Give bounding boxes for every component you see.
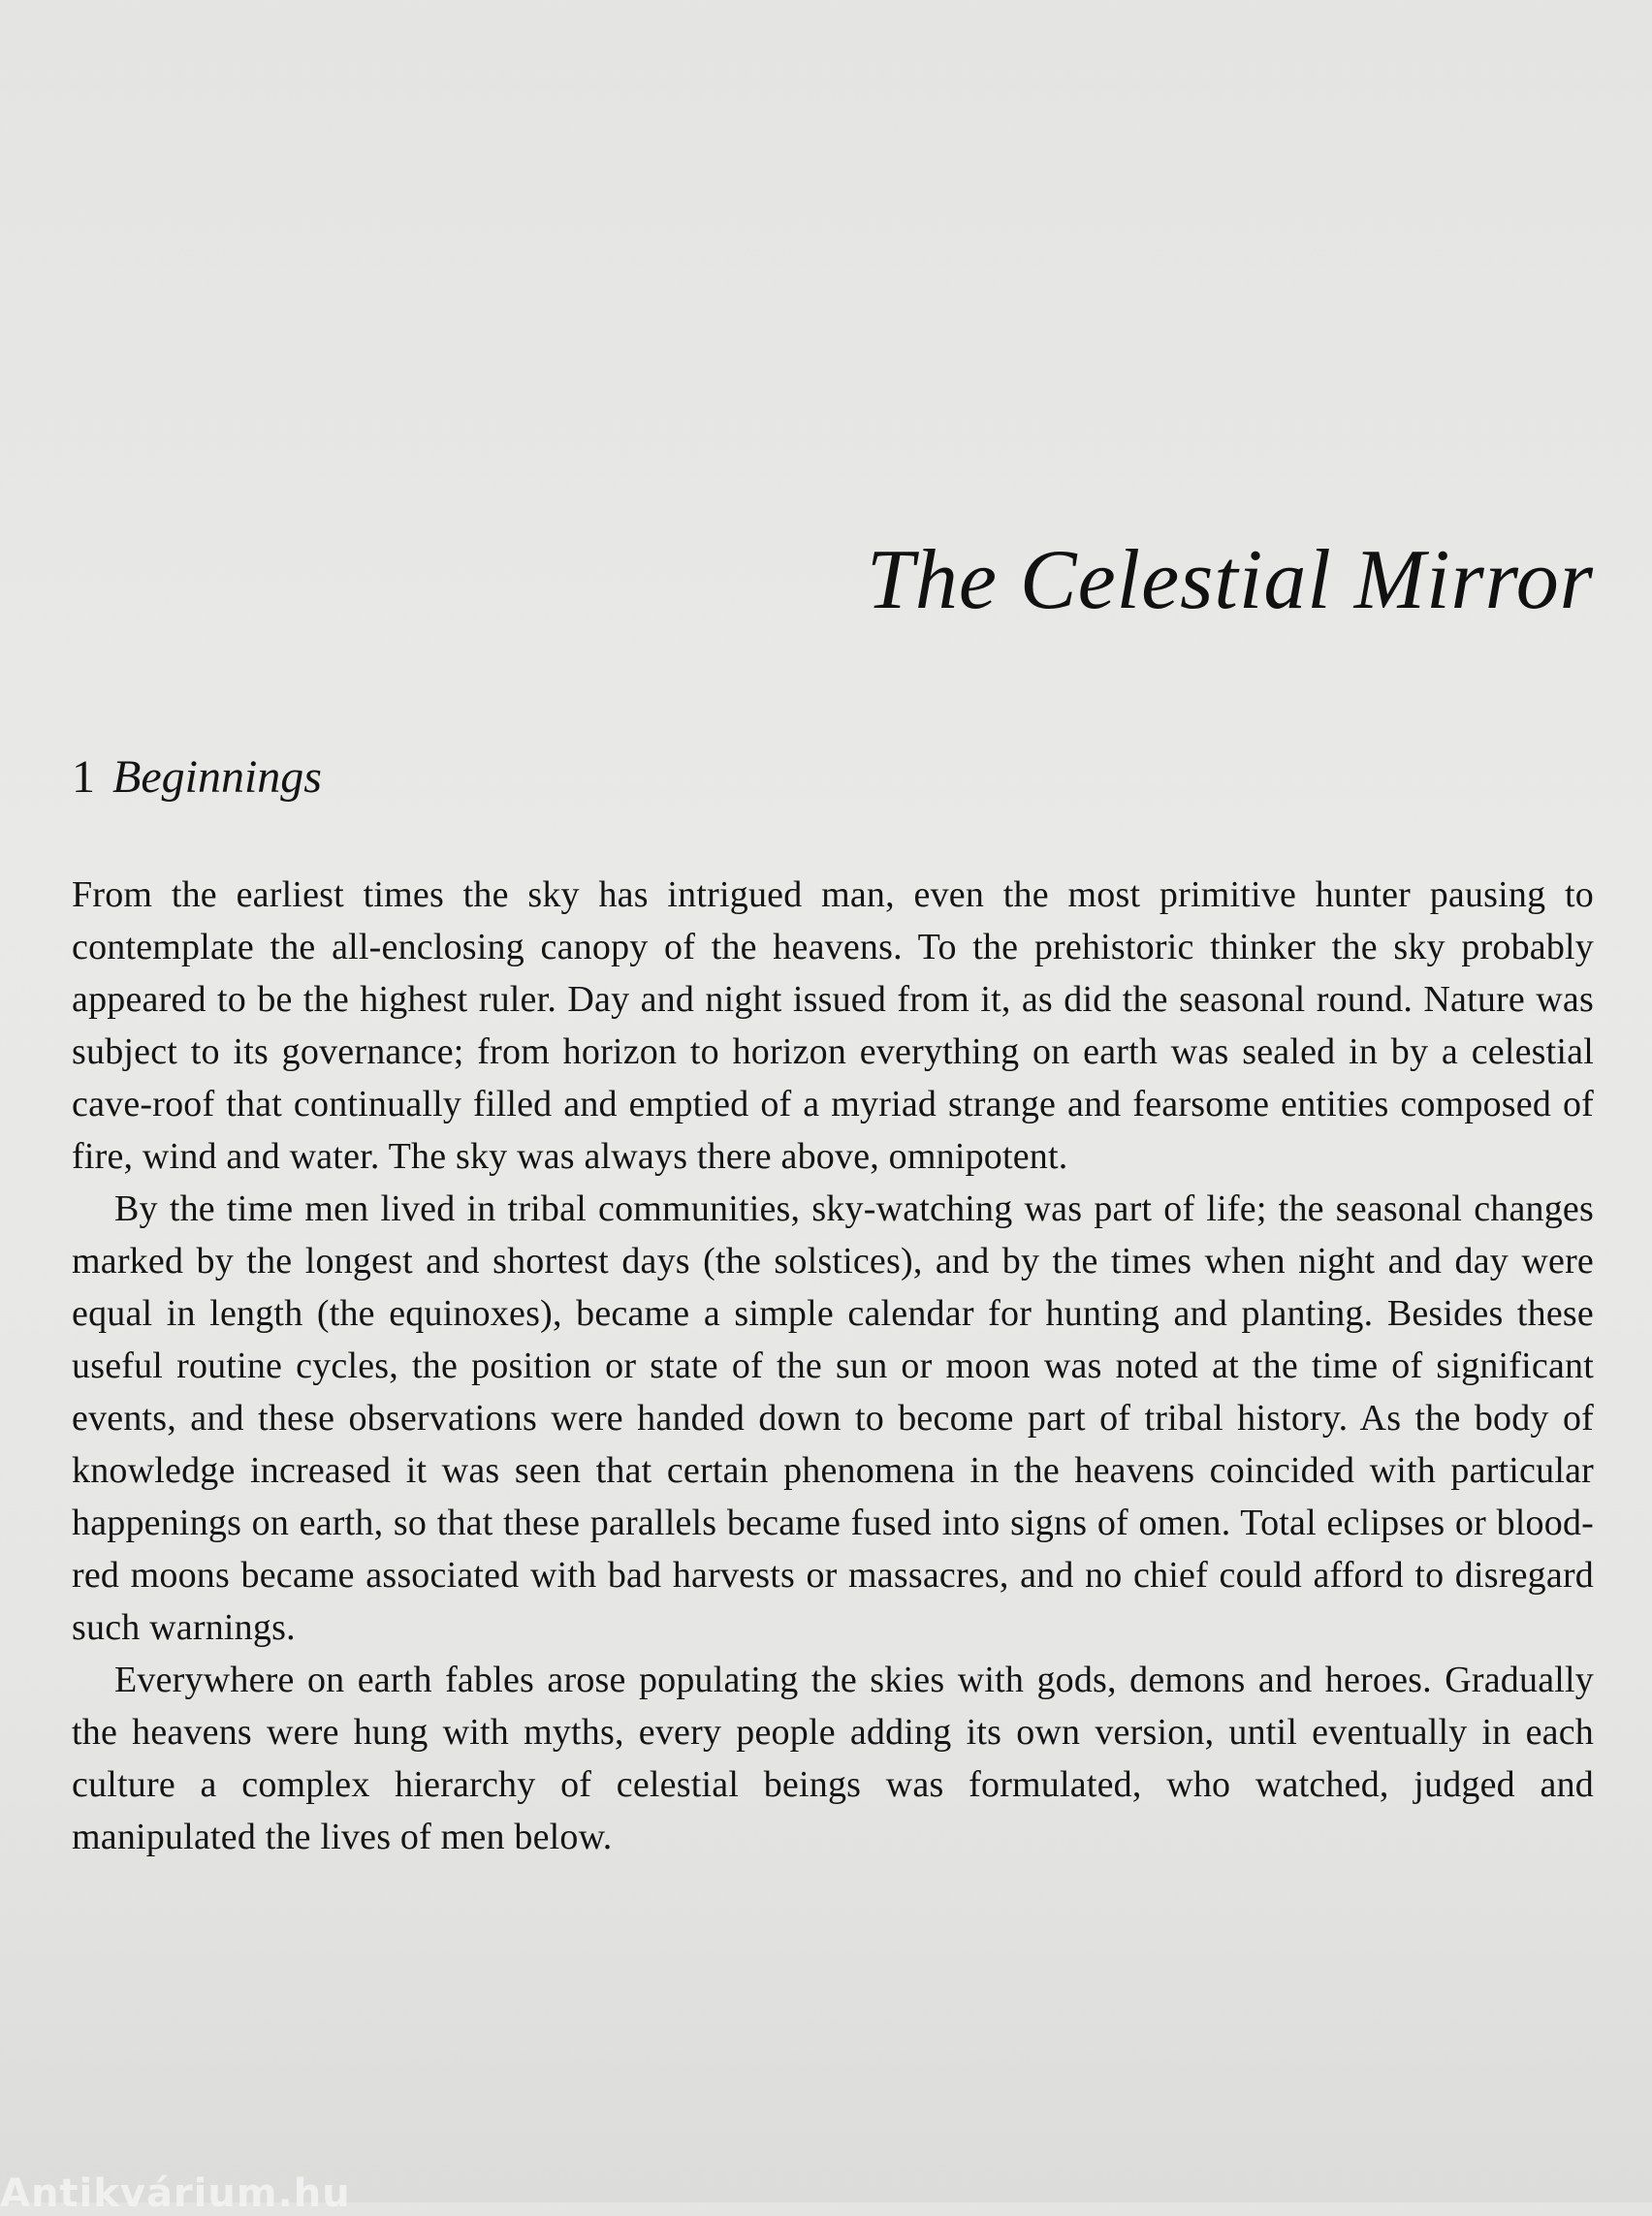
chapter-title: The Celestial Mirror xyxy=(866,533,1594,627)
section-heading xyxy=(72,751,322,803)
watermark: Antikvárium.hu xyxy=(0,2171,351,2216)
body-text xyxy=(72,869,1594,1863)
paragraph-1: From the earliest times the sky has intrigued man, even the most primitive hunter pausing to contemplate the all-enclosing canopy of the heavens. To the prehistoric thinker the sky probably appeared to be the highest ruler. Day and night issued from it, as did the seasonal round. Nature was subject to its governance; from horizon to horizon everything on earth was sealed in by a celestial cave-roof that continually filled and emptied of a myriad strange and fearsome entities composed of fire, wind and water. The sky was always there above, omnipotent. xyxy=(72,874,1594,1177)
section-number: 1 xyxy=(72,751,95,803)
paragraph-3: Everywhere on earth fables arose populating the skies with gods, demons and heroes. Gradually the heavens were hung with myths, every people adding its own version, until eventually in each culture a complex hierarchy of celestial beings was formulated, who watched, judged and manipulated the lives of men below. xyxy=(72,1660,1594,1857)
paragraph-2: By the time men lived in tribal communities, sky-watching was part of life; the seasonal changes marked by the longest and shortest days (the solstices), and by the times when night and day were equal in length (the equinoxes), became a simple calendar for hunting and planting. Besides these useful routine cycles, the position or state of the sun or moon was noted at the time of significant events, and these observations were handed down to become part of tribal history. As the body of knowledge increased it was seen that certain phenomena in the heavens coincided with particular happenings on earth, so that these parallels became fused into signs of omen. Total eclipses or blood-red moons became associated with bad harvests or massacres, and no chief could afford to disregard such warnings. xyxy=(72,1188,1594,1648)
section-title: Beginnings xyxy=(112,751,322,803)
